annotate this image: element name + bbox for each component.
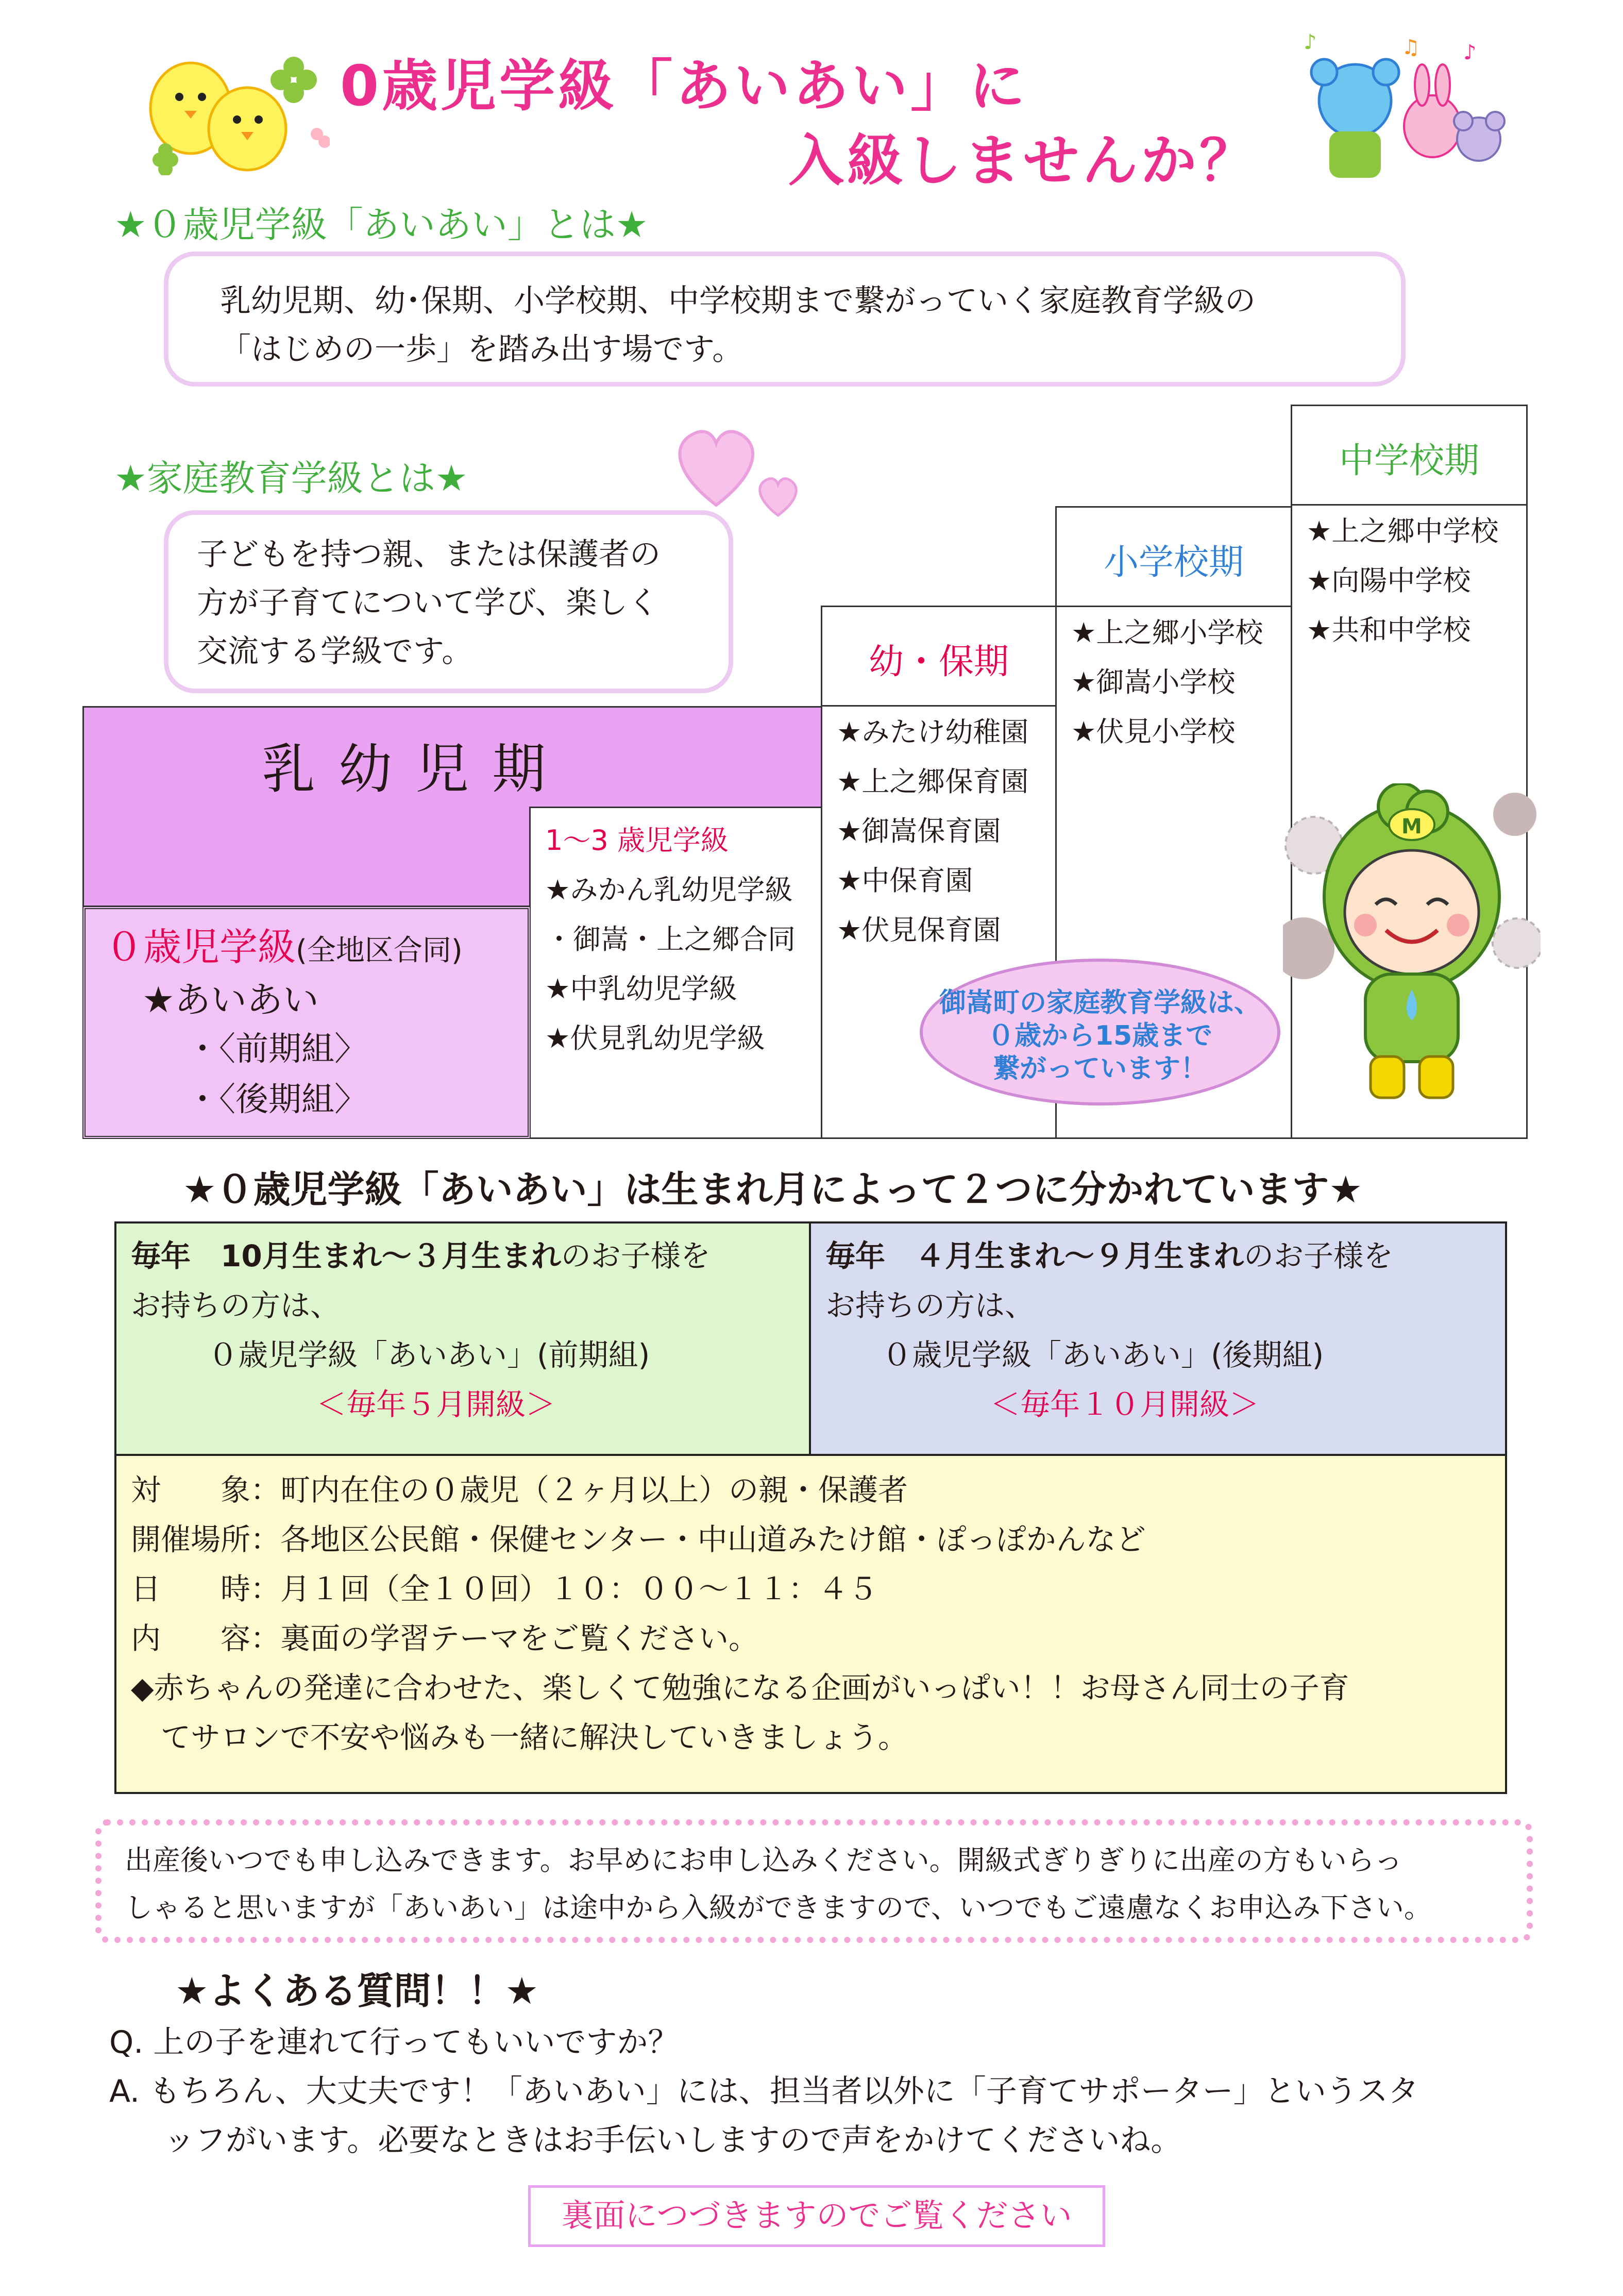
details-note-line2: てサロンで不安や悩みも一緒に解決していきましょう。 — [131, 1720, 908, 1755]
details-content: 内 容：裏面の学習テーマをご覧ください。 — [131, 1621, 759, 1656]
details-note-line1: ◆赤ちゃんの発達に合わせた、楽しくて勉強になる企画がいっぱい！！お母さん同士の子育 — [131, 1670, 1349, 1705]
details-venue: 開催場所：各地区公民館・保健センター・中山道みたけ館・ぽっぽかんなど — [131, 1522, 1146, 1557]
svg-text:M: M — [1401, 815, 1422, 839]
early-group-cell — [114, 1221, 811, 1456]
junior-high-header: 中学校期 — [1339, 441, 1479, 481]
early-group-class: ０歳児学級「あいあい」(前期組) — [208, 1337, 650, 1372]
early-group-months: 毎年 10月生まれ～３月生まれ — [131, 1238, 561, 1273]
faq-heading: ★よくある質問！！★ — [175, 1969, 539, 2013]
page-title-line1: 0歳児学級「あいあい」に — [340, 54, 1028, 119]
svg-text:♪: ♪ — [1304, 30, 1317, 54]
section-heading-family-education: ★家庭教育学級とは★ — [114, 457, 468, 499]
zero-class-title: ０歳児学級 — [105, 925, 296, 969]
late-group-open: ＜毎年１０月開級＞ — [990, 1387, 1260, 1422]
junior-high-item-1: ★上之郷中学校 — [1307, 515, 1499, 547]
zero-class-name: ★あいあい — [142, 979, 319, 1021]
application-note-line2: しゃると思いますが「あいあい」は途中から入級ができますので、いつでもご遠慮なくお申込み下さい。 — [125, 1891, 1432, 1924]
infant-period-label: 乳 幼 児 期 — [262, 738, 549, 800]
toddler-class-column — [529, 807, 822, 1139]
see-reverse-side-note: 裏面につづきますのでご覧ください — [528, 2185, 1105, 2247]
details-schedule: 日 時：月１回（全１０回）１０：００～１１：４５ — [131, 1571, 878, 1606]
late-group-months: 毎年 ４月生まれ～９月生まれ — [825, 1238, 1244, 1273]
aiai-description-line2: 「はじめの一歩」を踏み出す場です。 — [220, 331, 743, 367]
infant-period-lower — [82, 807, 531, 907]
section-heading-aiai: ★０歳児学級「あいあい」とは★ — [114, 204, 648, 246]
faq-question: Q. 上の子を連れて行ってもいいですか？ — [109, 2024, 679, 2060]
family-education-line2: 方が子育てについて学び、楽しく — [197, 585, 659, 621]
late-group-class: ０歳児学級「あいあい」(後期組) — [882, 1337, 1324, 1372]
zero-class-note: (全地区合同) — [296, 934, 463, 967]
early-group-open: ＜毎年５月開級＞ — [316, 1387, 556, 1422]
zero-class-box — [82, 906, 531, 1139]
toddler-item-2: ・御嵩・上之郷合同 — [545, 923, 796, 956]
late-group-line2: お持ちの方は、 — [825, 1288, 1035, 1323]
preschool-item-4: ★中保育園 — [837, 864, 973, 897]
early-group-line2: お持ちの方は、 — [131, 1288, 341, 1323]
junior-high-item-2: ★向陽中学校 — [1307, 564, 1471, 597]
toddler-item-1: ★みかん乳幼児学級 — [545, 874, 793, 906]
chick-illustration — [139, 31, 330, 175]
hearts-icon — [660, 412, 814, 526]
mascot-character — [1283, 783, 1541, 1108]
preschool-item-5: ★伏見保育園 — [837, 914, 1001, 946]
groups-notice-heading: ★０歳児学級「あいあい」は生まれ月によって２つに分かれています★ — [183, 1168, 1363, 1211]
preschool-item-3: ★御嵩保育園 — [837, 815, 1001, 847]
elementary-item-2: ★御嵩小学校 — [1071, 666, 1236, 698]
family-education-line3: 交流する学級です。 — [197, 633, 473, 669]
early-group-rest: のお子様を — [561, 1238, 711, 1273]
toddler-class-title: 1～3 歳児学級 — [545, 824, 729, 857]
animal-band-illustration — [1293, 28, 1510, 188]
infant-period-band — [82, 706, 822, 808]
preschool-item-1: ★みたけ幼稚園 — [837, 716, 1029, 748]
preschool-header: 幼・保期 — [868, 642, 1009, 682]
zero-class-late-group: ・〈後期組〉 — [186, 1081, 367, 1119]
details-cell — [114, 1454, 1507, 1794]
elementary-header: 小学校期 — [1103, 542, 1244, 583]
zero-class-early-group: ・〈前期組〉 — [186, 1030, 367, 1068]
family-education-line1: 子どもを持つ親、または保護者の — [197, 537, 661, 573]
toddler-item-3: ★中乳幼児学級 — [545, 973, 737, 1005]
application-note-line1: 出産後いつでも申し込みできます。お早めにお申し込みください。開級式ぎりぎりに出産の方もいらっ — [125, 1844, 1402, 1876]
connection-speech-bubble — [920, 959, 1280, 1105]
page-title-line2: 入級しませんか？ — [788, 129, 1259, 193]
junior-high-item-3: ★共和中学校 — [1307, 614, 1471, 646]
preschool-item-2: ★上之郷保育園 — [837, 765, 1029, 798]
faq-answer-line2: ッフがいます。必要なときはお手伝いしますので声をかけてくださいね。 — [164, 2122, 1182, 2158]
details-target: 対 象：町内在住の０歳児（２ヶ月以上）の親・保護者 — [131, 1472, 908, 1507]
bubble-line1: 御嵩町の家庭教育学級は、 — [939, 987, 1261, 1018]
elementary-item-3: ★伏見小学校 — [1071, 715, 1236, 748]
toddler-item-4: ★伏見乳幼児学級 — [545, 1022, 765, 1054]
faq-answer-line1: A. もちろん、大丈夫です！「あいあい」には、担当者以外に「子育てサポーター」というスタ — [109, 2073, 1419, 2109]
family-education-description-box — [164, 510, 733, 693]
svg-text:♫: ♫ — [1401, 36, 1420, 59]
bubble-line2: ０歳から15歳まで — [987, 1020, 1213, 1051]
aiai-description-line1: 乳幼児期、幼･保期、小学校期、中学校期まで繋がっていく家庭教育学級の — [220, 283, 1256, 319]
bubble-line3: 繋がっています！ — [992, 1053, 1207, 1084]
svg-text:♪: ♪ — [1463, 41, 1477, 64]
elementary-item-1: ★上之郷小学校 — [1071, 616, 1263, 649]
application-note-box — [95, 1819, 1533, 1943]
late-group-rest: のお子様を — [1244, 1238, 1394, 1273]
late-group-cell — [809, 1221, 1507, 1456]
aiai-description-box — [164, 252, 1406, 387]
